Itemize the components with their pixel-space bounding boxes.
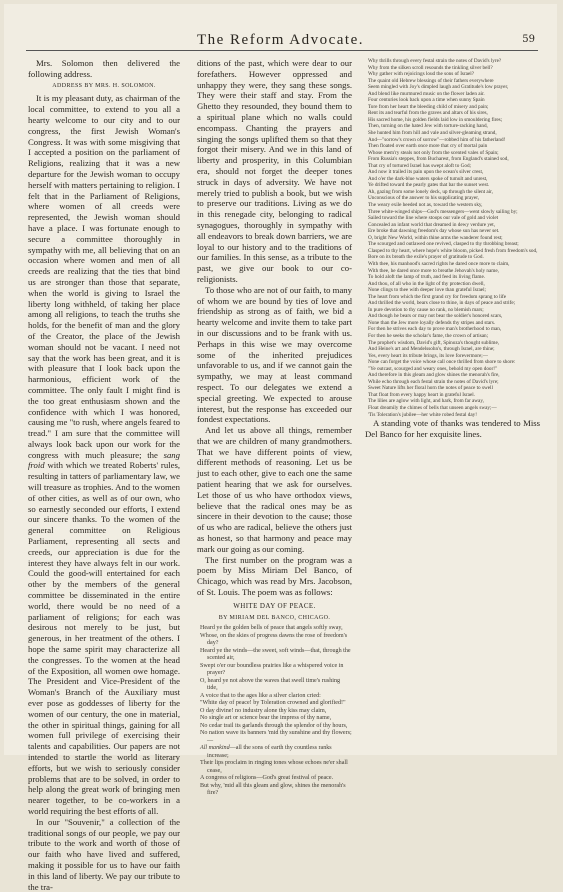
poem-line: Bore on its breath the exile's prayer of gratitude to God. (368, 254, 484, 261)
poem-line: And o'er the dark-blue waters spoke of tumult and unrest, (368, 175, 488, 182)
poem-line: Whose mem'ry steals not only from the scented vales of Spain; (368, 149, 499, 156)
poem-line: But why, 'mid all this gleam and glow, shines the menorah's fire? (200, 782, 346, 797)
intro-paragraph: Mrs. Solomon then delivered the following address. (28, 58, 180, 79)
closing-paragraph: A standing vote of thanks was tendered to Miss Del Banco for her exquisite lines. (365, 418, 540, 439)
poem-line: That cry of tortured Israel has swept aloft to God; (368, 162, 471, 169)
poem-line: That float from every happy heart in grateful Israel. (368, 391, 476, 398)
poem-line: While echo through each festal strain the notes of David's lyre; (368, 378, 499, 385)
poem-line: The prophet's wisdom, David's gift, Spinoza's thought sublime, (368, 339, 500, 346)
poem-line: Concealed an infant world that dreamed in dewy verdure yet, (368, 221, 496, 228)
poem-line: And thou, of all who in the light of thy protection dwell, (368, 280, 485, 287)
poem-line: O day divine! no industry alone thy kiss may claim, (200, 707, 327, 714)
poem-part-2 (365, 58, 540, 418)
poem-line: No cedar trail its garlands through the splendor of thy hours, (200, 722, 348, 729)
poem-line: A congress of religions—God's great festival of peace. (200, 775, 334, 782)
publication-title: The Reform Advocate. (196, 32, 365, 48)
poem-line: Swept o'er our boundless prairies like a whispered voice in prayer? (200, 662, 344, 677)
poem-line: The scourged and outlawed one revived, clasped to thy throbbing breast; (368, 241, 519, 248)
header-rule (26, 50, 538, 51)
poem-line: None than the Jew more loyally defends thy stripes and stars. (368, 319, 496, 326)
poem-line: Their lips proclaim in ringing tones whose echoes ne'er shall cease, (200, 760, 348, 774)
poem-line: No single art or science bear the impress of thy name, (200, 715, 332, 722)
poem-line: The heart from which the first grand cry for freedom sprang to life (368, 293, 506, 300)
page-header (4, 30, 557, 52)
poem-line: Rent its and tearful from the graves and altars of his sires, (368, 110, 488, 117)
poem-line: O, bright New World, within thine arms the wanderer found rest; (368, 234, 503, 241)
poem-line: And Heine's art and Mendelssohn's, through Israel, are thine; (368, 346, 495, 353)
poem-line: Unconscious of the answer to his supplicating prayer, (368, 195, 480, 202)
poem-line: In pure devotion to thy cause no rank, no blemish mars; (368, 306, 484, 313)
poem-line: All mankind—all the sons of earth thy countless ranks increase; (200, 745, 332, 759)
poem-line: Seem mingled with Joy's dimpled laugh and Gratitude's low prayer, (368, 84, 509, 91)
poem-line: Three white-winged ships—God's messengers—went slowly sailing by; (368, 208, 518, 215)
poem-line: Ere broke that dawning freedom's day whose sun has never set. (368, 228, 500, 235)
poem-line: O, heard ye not above the waves that swell time's rushing tide, (200, 677, 341, 692)
poem-line: Why thrills through every festal strain the notes of David's lyre? (368, 58, 502, 64)
poem-line: Four centuries look back upon a time when sunny Spain (368, 97, 485, 104)
poem-line: Heard ye the golden bells of peace that angels softly sway, (200, 625, 343, 632)
poem-line: None clings to thee with deeper love than grateful Israel; (368, 287, 486, 294)
poem-line: From Russia's steppes, from Bucharest, from England's stained sod, (368, 156, 509, 163)
poem-line: Clasped to thy heart, where hope's white bloom, picked fresh from freedom's sod, (368, 247, 538, 254)
poem-line: For then he strives each day to prove man's brotherhood to man, (368, 326, 502, 333)
poem-line: To hold aloft the lamp of truth, and feed its living flame. (368, 274, 486, 281)
address-paragraph-5: And let us above all things, remember that we are children of many grandmothers. That we have different points of view, different methods of reasoning. Let us be just to each other, give to each one the same patient hearing that we ask for ourselves. Let those of us who have orthodox views, believe that the radical ones may be as sincere in their devotion to the cause; those of us who are radical, believe the others just as honest, so that harmony and peace may mark our going as our coming. (197, 425, 352, 554)
address-paragraph-2: In our "Souvenir," a collection of the traditional songs of our people, we pay our tribute to the work and worth of those of our faith who have lived and suffered, making it possible for us to have our faith in this land of liberty. We pay our tribute to the tra- (28, 816, 180, 892)
poem-line: "Ye outcast, scourged and weary ones, behold my open door!" (368, 365, 498, 372)
poem-line: Heard ye the winds—the sweet, soft winds—that, through the scented air, (200, 647, 351, 662)
poem-line: A voice that to the ages like a silver clarion cried: (200, 692, 321, 699)
poem-line: Ah, gazing from some lonely deck, up through the silent air, (368, 188, 493, 195)
poem-line: 'Tis Toleration's jubilee—her white robed festal day! (368, 411, 477, 418)
poem-line: Then, turning on the hated Jew with torture-racking hand, (368, 123, 488, 130)
poem-line: No nation wave its banners 'mid thy sunshine and thy flowers;— (200, 730, 352, 744)
poem-line: Why gather with rejoicings loud the sons of Israel? (368, 71, 475, 78)
poem-line: The weary exile heeded not as, toward the western sky, (368, 202, 483, 209)
poem-line: And—"sorrow's crown of sorrow"—robbed him of his fatherland! (368, 136, 506, 143)
column-1 (28, 58, 180, 892)
poem-line: Then floated over earth once more that cry of mortal pain (368, 143, 488, 150)
poem-byline: BY MIRIAM DEL BANCO, CHICAGO. (218, 614, 331, 621)
address-paragraph-1: It is my pleasant duty, as chairman of the local committee, to extend to you all a hearty welcome to our city and to our congress, the first Jewish Woman's Congress. It was with some misgiving that I accepted a position on the parliament of Religions, realizing that it was a new departure for the Jewish woman to occupy herself with matters pertaining to religion. I felt that in the Parliament of Religions, where women of all creeds were represented, the Jewish woman should have a place. I was fortunate enough to secure a committee thoroughly in sympathy with me, all believing that on an occasion where women and men of all creeds are realizing that the ties that bind us are stronger than those that separate, when the world is giving to Israel the liberty long withheld, of taking her place among all religions, to teach the truths she holds, for the benefit of man and the glory of the Creator, the place of the Jewish woman should not be vacant. I need not say that the work has been great, and it is with pleasure that I look back upon the harmonious, efficient work of the committee. The only fault I might find is the too great enthusiasm shown and the confidence with which I was honored, causing me "to rush, where angels feared to tread." I am sure that the committee will always look back upon our work for the congress with much pleasure; the sang froid with which we treated Roberts' rules, resulting in tatters of parliamentary law, we will treasure as trophies. And to the women of other cities, as well as of our own, who so earnestly seconded our efforts, I extend our sincere thanks. To the women of the general committee on Religious Parliament, representing all sects and creeds, our appreciation is due for the interest they have always felt in our work. Could the good-will entertained for each other by the members of the general committee be disseminated in the entire world, there would be no need of a parliament of religions; for each was desirous not merely to be just, but generous, in her treatment of the others. I hope the same spirit may characterize all the congresses. To the women at the head of the Exposition, all women owe homage. The President and Vice-President of the Woman's Branch of the Auxiliary must ever pose as goddesses of liberty for the women of our century, the one in material, the other in spiritual things, gaining for all women full privilege of exercising their talents and capabilities. Our papers are not intended to startle the world as literary efforts, but we wish to seriously consider problems that are to be solved, in order to help along the great work of bringing men nearer together, to be co-workers in a world requiring the best efforts of all. (28, 93, 180, 816)
program-paragraph: The first number on the program was a poem by Miss Miriam Del Banco, of Chicago, which was read by Mrs. Jacobson, of St. Louis. The poem was as follows: (197, 554, 352, 598)
poem-line: And therefore in this gleam and glow shines the menorah's fire, (368, 372, 500, 379)
address-byline: ADDRESS BY MRS. H. SOLOMON. (52, 82, 156, 89)
poem-line: Ye drifted toward the pearly gates that bar the sunset west. (368, 182, 490, 189)
poem-line: Float dreamily the chimes of bells that unseen angels sway;— (368, 404, 497, 411)
poem-title: WHITE DAY OF PEACE. (233, 601, 316, 610)
poem-line: For then he seeks the scholar's fame, the crown of artisan; (368, 332, 489, 339)
newspaper-page (4, 4, 557, 892)
address-paragraph-4: To those who are not of our faith, to many of whom we are bound by ties of love and friendship as strong as of faith, we bid a hearty welcome and invite them to take part in our discussions and to be frank with us. Perhaps in this wise we may overcome some of the inherited prejudices unfavorable to us, and if we cannot gain the sympathy, we may at least command respect. To our delegates we extend a special greeting. We expected to arouse interest, but the response has exceeded our fondest expectations. (197, 284, 352, 425)
poem-line: With thee, he dared once more to breathe Jehovah's holy name, (368, 267, 499, 274)
poem-line: The lilies are aglow with light, and hark, from far away, (368, 398, 484, 405)
poem-line: With thee, his manhood's sacred rights he dared once more to claim, (368, 260, 510, 267)
poem-line: "White day of peace! by Toleration crowned and glorified!" (200, 700, 346, 707)
poem-line: Sailed toward the line where stoops our vale of gold and violet (368, 215, 499, 222)
column-2 (197, 58, 352, 797)
poem-line: Yes, every heart its tribute brings, its love forevermore;— (368, 352, 488, 359)
page-number: 59 (522, 34, 535, 45)
poem-line: And though he bears or may not bear the soldier's honored scars, (368, 313, 503, 320)
poem-line: The quaint old Hebrew blessings of their fathers everywhere (368, 77, 494, 84)
poem-line: Tore from her heart the bleeding child of misery and pain; (368, 103, 489, 110)
poem-part-1 (197, 625, 352, 798)
poem-line: Why from the silken scroll resounds the tinkling silver bell? (368, 64, 493, 71)
column-3 (365, 58, 540, 746)
poem-line: His sacred home, his golden fields laid low in smouldering fires; (368, 116, 503, 123)
poem-line: And blend like murmured music on the flower laden air. (368, 90, 485, 97)
poem-line: She hunted him from hill and vale and silver-gleaming strand, (368, 130, 497, 137)
poem-line: Sweet Nature lifts her floral horn the notes of peace to swell (368, 385, 493, 392)
poem-line: And now it trailed its pain upon the ocean's silver crest, (368, 169, 484, 176)
address-paragraph-3: ditions of the past, which were dear to our forefathers. However oppressed and unhappy they were, they sang these songs. They were their staff and stay. From the Ghetto they resounded, they bound them to a spiritual plane which no walls could encompass. Chanting the prayers and singing the songs uplifted them so that they forgot their misery. And we in this land of liberty and prosperity, in this Columbian era, should not forget the deeper tones struck in days of adversity. We have not merely tried to publish a book, but we wish to preserve our traditions. Living as we do in this renegade city, belonging to radical synagogues, thoroughly in sympathy with all endeavors to break down barriers, we are loyal to our history and to the traditions of our families. In this sense, as a tribute to the past, we give our book to our co-religionists. (197, 58, 352, 284)
poem-line: And thrilled the world, bears close to thine, in days of peace and strife; (368, 300, 516, 307)
poem-line: Whose, on the skies of progress dawns the rose of freedom's day? (200, 632, 348, 647)
poem-line: None can forget the voice whose call once thrilled from shore to shore: (368, 359, 516, 366)
